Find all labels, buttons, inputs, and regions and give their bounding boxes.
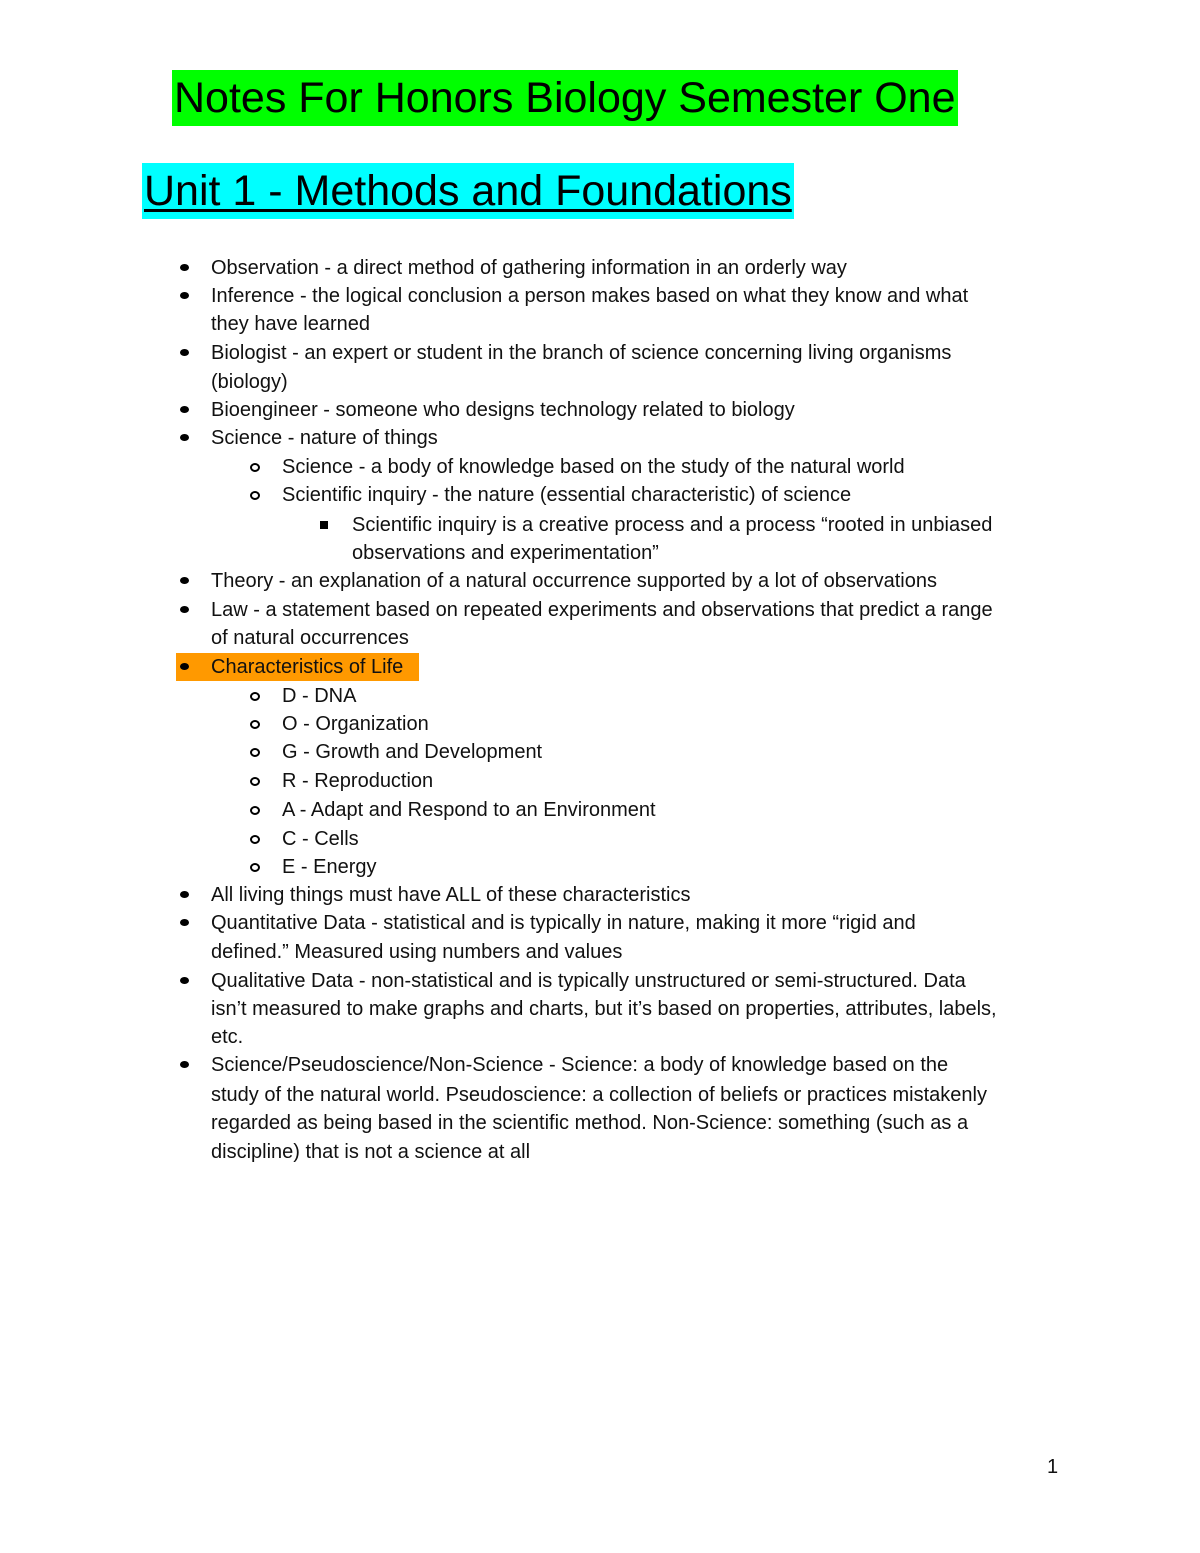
- sub-sub-list-item: Scientific inquiry is a creative process and a process “rooted in unbiased: [0, 511, 1200, 539]
- list-item: Quantitative Data - statistical and is typically in nature, making it more “rigid and: [0, 909, 1200, 937]
- hollow-bullet-icon: [246, 710, 266, 738]
- bullet-icon: [176, 567, 196, 595]
- list-item: Law - a statement based on repeated experiments and observations that predict a range: [0, 596, 1200, 624]
- hollow-bullet-icon: [246, 825, 266, 853]
- bullet-icon: [176, 282, 196, 310]
- hollow-bullet-icon: [246, 796, 266, 824]
- bullet-icon: [176, 339, 196, 367]
- list-item-continuation: they have learned: [211, 313, 371, 335]
- bullet-icon: [176, 396, 196, 424]
- list-item-continuation: regarded as being based in the scientific method. Non-Science: something (such as a: [211, 1112, 969, 1134]
- list-item-continuation: isn’t measured to make graphs and charts, but it’s based on properties, attributes, labels,: [211, 998, 997, 1020]
- hollow-bullet-icon: [246, 481, 266, 509]
- list-item-continuation: observations and experimentation”: [352, 542, 659, 564]
- sub-list-item: Science - a body of knowledge based on the study of the natural world: [0, 453, 1200, 481]
- list-item-continuation: defined.” Measured using numbers and values: [211, 941, 623, 963]
- bullet-icon: [176, 424, 196, 452]
- list-item-continuation: (biology): [211, 371, 288, 393]
- bullet-icon: [176, 1051, 196, 1079]
- bullet-icon: [176, 909, 196, 937]
- list-item: Observation - a direct method of gathering information in an orderly way: [0, 254, 1200, 282]
- sub-list-item: R - Reproduction: [0, 767, 1200, 795]
- list-item: Theory - an explanation of a natural occurrence supported by a lot of observations: [0, 567, 1200, 595]
- document-title: Notes For Honors Biology Semester One: [172, 70, 958, 126]
- hollow-bullet-icon: [246, 453, 266, 481]
- sub-list-item: Scientific inquiry - the nature (essential characteristic) of science: [0, 481, 1200, 509]
- bullet-icon: [176, 967, 196, 995]
- list-item: Inference - the logical conclusion a person makes based on what they know and what: [0, 282, 1200, 310]
- list-item-continuation: study of the natural world. Pseudoscience: a collection of beliefs or practices mistakenly: [211, 1084, 987, 1106]
- unit-heading: Unit 1 - Methods and Foundations: [142, 163, 794, 219]
- bullet-icon: [176, 881, 196, 909]
- list-item: All living things must have ALL of these characteristics: [0, 881, 1200, 909]
- bullet-icon: [176, 596, 196, 624]
- sub-list-item: A - Adapt and Respond to an Environment: [0, 796, 1200, 824]
- list-item-highlighted: Characteristics of Life: [0, 653, 1200, 681]
- bullet-icon: [176, 254, 196, 282]
- list-item: Science - nature of things: [0, 424, 1200, 452]
- hollow-bullet-icon: [246, 738, 266, 766]
- list-item-continuation: of natural occurrences: [211, 627, 409, 649]
- hollow-bullet-icon: [246, 853, 266, 881]
- sub-list-item: D - DNA: [0, 682, 1200, 710]
- list-item-continuation: etc.: [211, 1026, 244, 1048]
- bullet-icon: [176, 653, 196, 681]
- list-item-continuation: discipline) that is not a science at all: [211, 1141, 531, 1163]
- sub-list-item: C - Cells: [0, 825, 1200, 853]
- sub-list-item: E - Energy: [0, 853, 1200, 881]
- list-item: Science/Pseudoscience/Non-Science - Science: a body of knowledge based on the: [0, 1051, 1200, 1079]
- square-bullet-icon: [316, 511, 336, 539]
- list-item: Biologist - an expert or student in the branch of science concerning living organisms: [0, 339, 1200, 367]
- hollow-bullet-icon: [246, 682, 266, 710]
- list-item: Bioengineer - someone who designs technology related to biology: [0, 396, 1200, 424]
- sub-list-item: G - Growth and Development: [0, 738, 1200, 766]
- sub-list-item: O - Organization: [0, 710, 1200, 738]
- hollow-bullet-icon: [246, 767, 266, 795]
- page-number: 1: [1047, 1456, 1059, 1478]
- list-item: Qualitative Data - non-statistical and is typically unstructured or semi-structured. Data: [0, 967, 1200, 995]
